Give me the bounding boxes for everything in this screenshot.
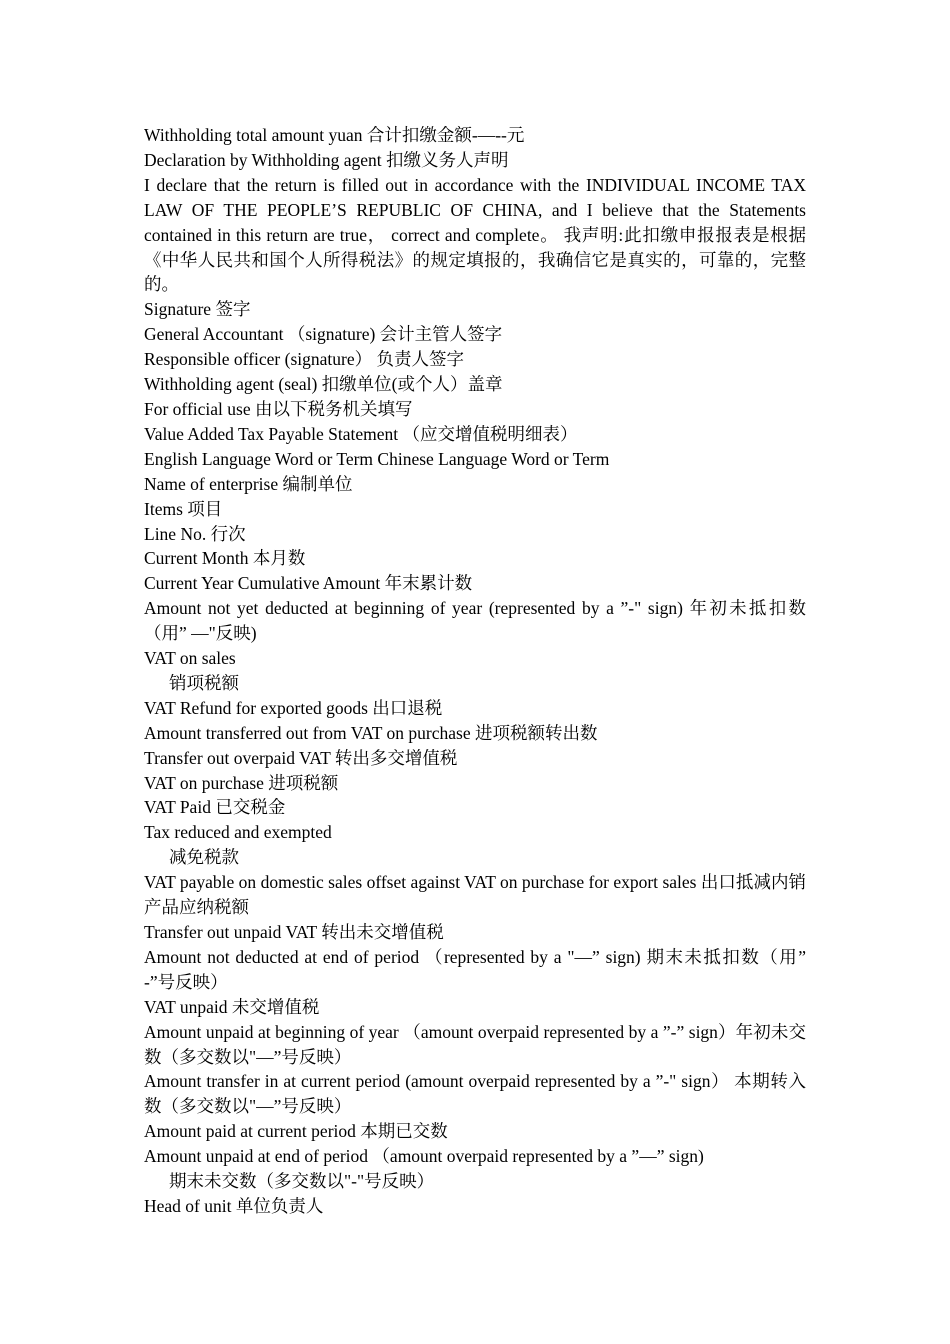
text-line: Transfer out overpaid VAT 转出多交增值税 <box>144 747 458 768</box>
document-body <box>144 123 806 1219</box>
text-line: Withholding total amount yuan 合计扣缴金额-—--元 <box>144 125 525 145</box>
text-line: VAT unpaid 未交增值税 <box>144 996 320 1017</box>
text-line: Declaration by Withholding agent 扣缴义务人声明 <box>144 149 509 170</box>
text-line: Signature 签字 <box>144 299 251 320</box>
text-line: 期末未交数（多交数以"-"号反映） <box>169 1171 435 1192</box>
text-line: VAT on purchase 进项税额 <box>144 772 339 793</box>
text-line: Amount transferred out from VAT on purchase 进项税额转出数 <box>144 722 598 743</box>
text-line: Withholding agent (seal) 扣缴单位(或个人）盖章 <box>144 374 503 395</box>
text-line: General Accountant （signature) 会计主管人签字 <box>144 324 503 345</box>
text-line: Amount not yet deducted at beginning of year (represented by a ”-" sign) 年初未抵扣数（用” —"反映) <box>144 598 806 644</box>
text-line: 销项税额 <box>169 672 239 693</box>
text-line: VAT Paid 已交税金 <box>144 797 286 818</box>
text-line: Responsible officer (signature） 负责人签字 <box>144 349 464 370</box>
text-line: VAT on sales <box>144 648 236 669</box>
text-line: Name of enterprise 编制单位 <box>144 473 353 494</box>
text-line: Tax reduced and exempted <box>144 822 332 843</box>
text-line: VAT Refund for exported goods 出口退税 <box>144 697 443 718</box>
text-line: Current Year Cumulative Amount 年末累计数 <box>144 573 473 594</box>
text-line: VAT payable on domestic sales offset against VAT on purchase for export sales 出口抵减内销产品应纳税额 <box>144 872 806 918</box>
text-line: Head of unit 单位负责人 <box>144 1195 324 1216</box>
text-line: Amount transfer in at current period (amount overpaid represented by a ”-" sign） 本期转入数（多交数以"—”号反映） <box>144 1071 806 1117</box>
text-line: Line No. 行次 <box>144 523 246 544</box>
text-line: Current Month 本月数 <box>144 548 306 569</box>
text-line: Amount not deducted at end of period （represented by a "—” sign) 期末未抵扣数（用” -”号反映） <box>144 946 806 992</box>
text-line: Value Added Tax Payable Statement （应交增值税明细表） <box>144 423 578 444</box>
text-line: English Language Word or Term Chinese Language Word or Term <box>144 448 610 469</box>
text-line: Items 项目 <box>144 498 223 519</box>
text-line: 减免税款 <box>169 847 239 868</box>
text-line: Amount paid at current period 本期已交数 <box>144 1121 448 1142</box>
text-line: Amount unpaid at beginning of year （amount overpaid represented by a ”-” sign）年初未交数（多交数以"—”号反映） <box>144 1021 806 1067</box>
text-line: Transfer out unpaid VAT 转出未交增值税 <box>144 922 444 942</box>
text-line: Amount unpaid at end of period （amount overpaid represented by a ”—” sign) <box>144 1146 704 1167</box>
declaration-paragraph: I declare that the return is filled out in accordance with the INDIVIDUAL INCOME TAX LAW OF THE PEOPLE’S REPUBLIC OF CHINA, and I believe that the Statements contained in this return are true， correct and complete。 我声明:此扣缴申报报表是根据《中华人民共和国个人所得税法》的规定填报的，我确信它是真实的，可靠的，完整的。 <box>144 174 806 295</box>
text-line: For official use 由以下税务机关填写 <box>144 398 413 419</box>
